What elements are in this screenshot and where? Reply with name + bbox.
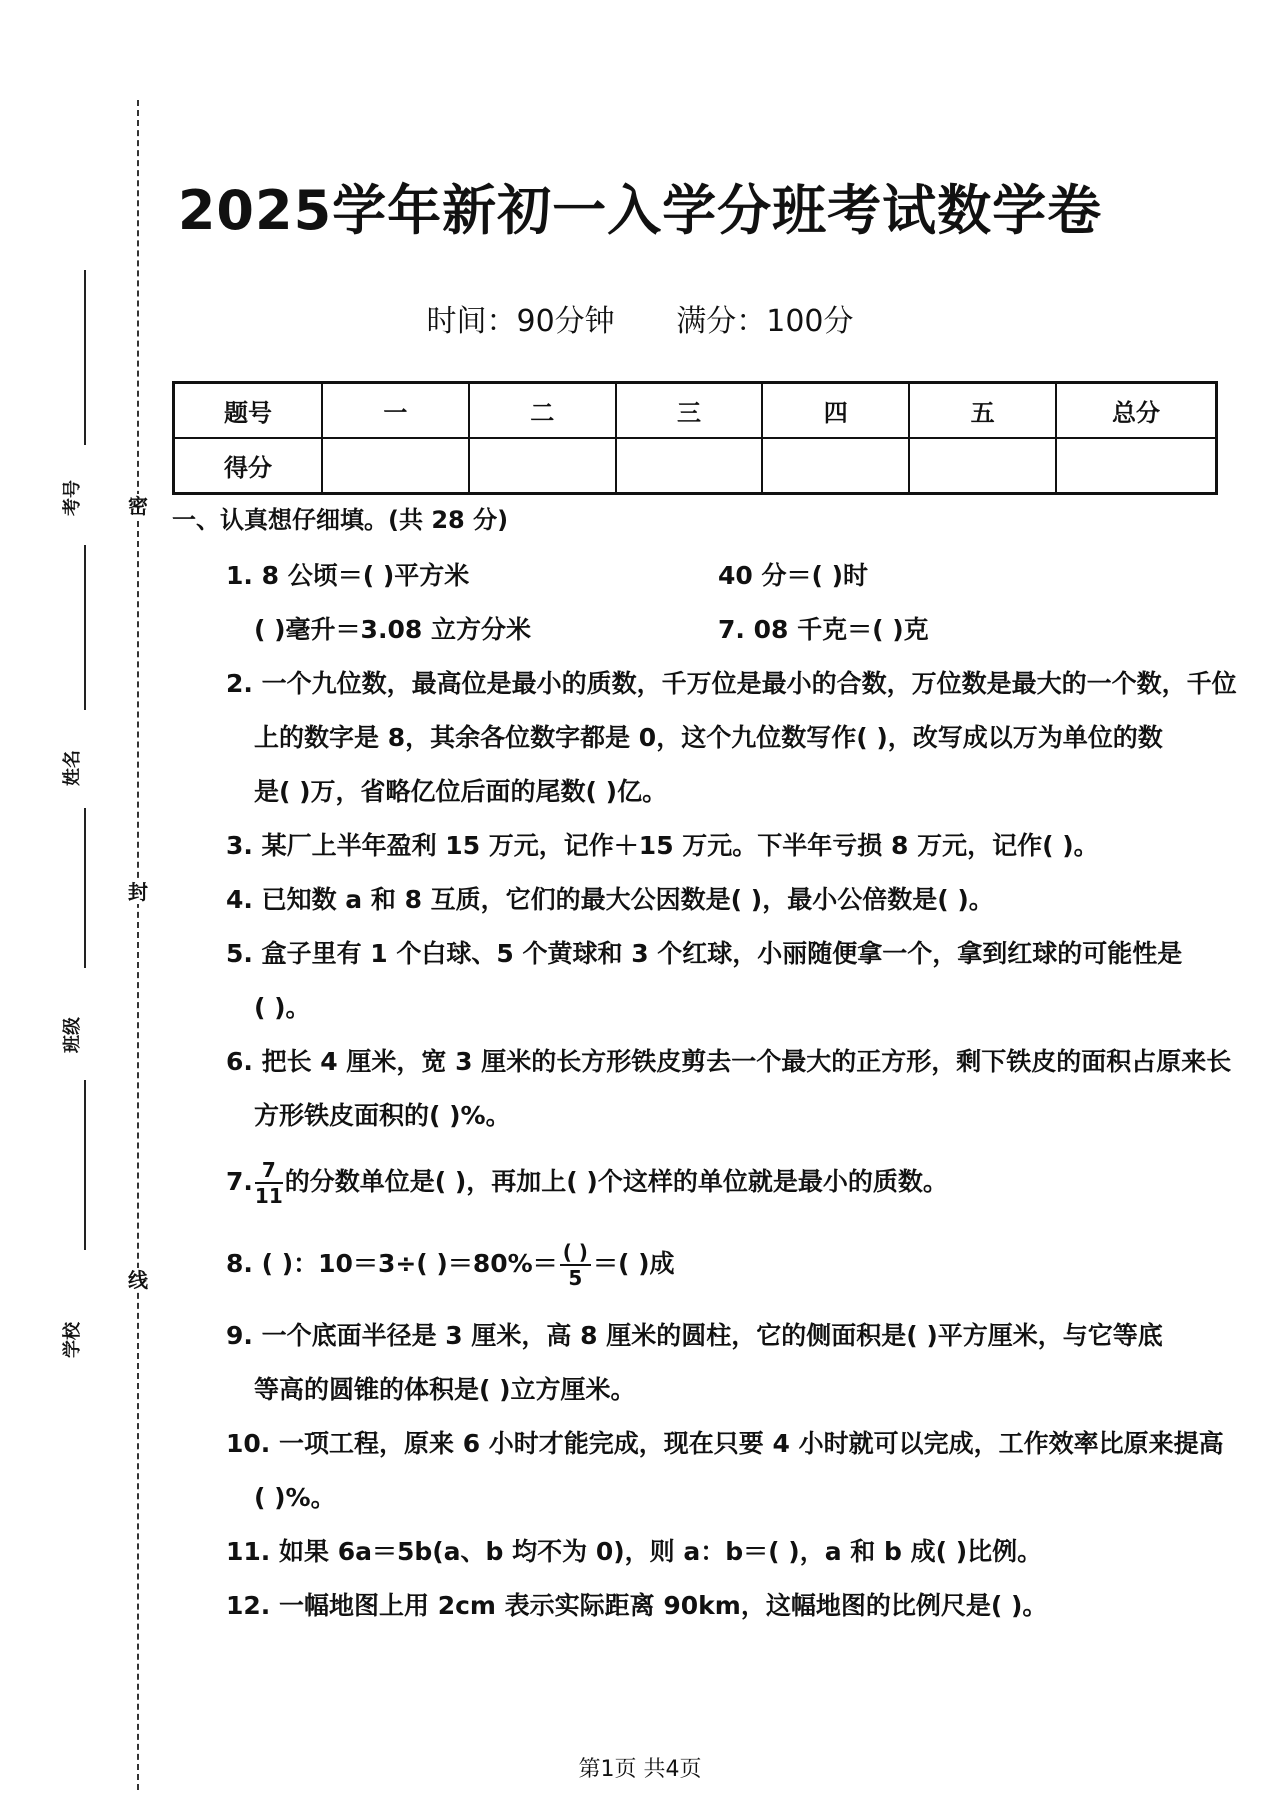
question-3: 3. 某厂上半年盈利 15 万元，记作＋15 万元。下半年亏损 8 万元，记作( )。	[226, 831, 1099, 860]
question-9-line1: 9. 一个底面半径是 3 厘米，高 8 厘米的圆柱，它的侧面积是( )平方厘米，与它等底	[226, 1321, 1163, 1350]
question-7-number: 7.	[226, 1167, 253, 1196]
score-cell[interactable]	[1056, 438, 1217, 494]
field-label-school: 学校	[62, 1322, 83, 1358]
question-2-line2: 上的数字是 8，其余各位数字都是 0，这个九位数写作( )，改写成以万为单位的数	[254, 723, 1163, 752]
exam-full-score: 满分：100分	[676, 304, 854, 339]
binding-word-mi: 密	[128, 494, 148, 518]
page-footer: 第1页 共4页	[578, 1757, 702, 1782]
question-8-text-b: ＝( )成	[592, 1249, 675, 1278]
question-2-line3: 是( )万，省略亿位后面的尾数( )亿。	[254, 777, 668, 806]
question-7-text: 的分数单位是( )，再加上( )个这样的单位就是最小的质数。	[284, 1167, 948, 1196]
fraction-7-11	[255, 1160, 283, 1206]
score-header-cell: 题号	[174, 383, 323, 439]
score-header-cell: 四	[762, 383, 909, 439]
question-5-line1: 5. 盒子里有 1 个白球、5 个黄球和 3 个红球，小丽随便拿一个，拿到红球的可能性是	[226, 939, 1183, 968]
score-table-score-row	[174, 438, 1217, 494]
question-8-text-a: 8. ( )：10＝3÷( )＝80%＝	[226, 1249, 558, 1278]
fraction-denominator: 5	[568, 1266, 583, 1290]
fraction-numerator: 7	[255, 1160, 283, 1184]
question-6-line1: 6. 把长 4 厘米，宽 3 厘米的长方形铁皮剪去一个最大的正方形，剩下铁皮的面积占原来长	[226, 1047, 1232, 1076]
question-8	[226, 1242, 675, 1288]
question-10-line2: ( )%。	[254, 1483, 336, 1512]
field-line-class[interactable]	[84, 1080, 86, 1250]
question-5-line2: ( )。	[254, 993, 311, 1022]
score-cell[interactable]	[616, 438, 763, 494]
question-1d: 7. 08 千克＝( )克	[718, 615, 929, 644]
score-header-cell: 二	[469, 383, 616, 439]
exam-subtitle	[0, 296, 1280, 340]
score-row-label: 得分	[174, 438, 323, 494]
field-label-class: 班级	[62, 1017, 83, 1053]
exam-title: 2025学年新初一入学分班考试数学卷	[177, 179, 1103, 242]
exam-time: 时间：90分钟	[426, 304, 615, 339]
score-cell[interactable]	[909, 438, 1056, 494]
score-cell[interactable]	[322, 438, 469, 494]
field-line-name-top	[84, 545, 86, 710]
question-11: 11. 如果 6a＝5b(a、b 均不为 0)，则 a：b＝( )，a 和 b 成( )比例。	[226, 1537, 1043, 1566]
score-header-cell: 总分	[1056, 383, 1217, 439]
score-table-header-row	[174, 383, 1217, 439]
score-header-cell: 五	[909, 383, 1056, 439]
field-label-name: 姓名	[62, 750, 83, 786]
question-6-line2: 方形铁皮面积的( )%。	[254, 1101, 511, 1130]
score-cell[interactable]	[762, 438, 909, 494]
question-1b: 40 分＝( )时	[718, 561, 869, 590]
fraction-denominator: 11	[254, 1184, 283, 1208]
score-cell[interactable]	[469, 438, 616, 494]
question-9-line2: 等高的圆锥的体积是( )立方厘米。	[254, 1375, 636, 1404]
score-header-cell: 三	[616, 383, 763, 439]
question-4: 4. 已知数 a 和 8 互质，它们的最大公因数是( )，最小公倍数是( )。	[226, 885, 994, 914]
binding-word-xian: 线	[128, 1268, 148, 1292]
binding-word-feng: 封	[128, 880, 148, 904]
question-12: 12. 一幅地图上用 2cm 表示实际距离 90km，这幅地图的比例尺是( )。	[226, 1591, 1048, 1620]
fraction-numerator: ( )	[560, 1242, 591, 1266]
score-table	[172, 381, 1218, 495]
question-1c: ( )毫升＝3.08 立方分米	[254, 615, 531, 644]
section-heading: 一、认真想仔细填。(共 28 分)	[172, 506, 509, 534]
question-7	[226, 1160, 948, 1206]
field-label-exam-number: 考号	[62, 480, 83, 516]
fraction-blank-over-5	[560, 1242, 591, 1288]
question-2-line1: 2. 一个九位数，最高位是最小的质数，千万位是最小的合数，万位数是最大的一个数，千位	[226, 669, 1237, 698]
question-1a: 1. 8 公顷＝( )平方米	[226, 561, 470, 590]
question-10-line1: 10. 一项工程，原来 6 小时才能完成，现在只要 4 小时就可以完成，工作效率比原来提高	[226, 1429, 1224, 1458]
binding-line	[137, 100, 139, 1790]
field-line-name[interactable]	[84, 808, 86, 968]
score-header-cell: 一	[322, 383, 469, 439]
